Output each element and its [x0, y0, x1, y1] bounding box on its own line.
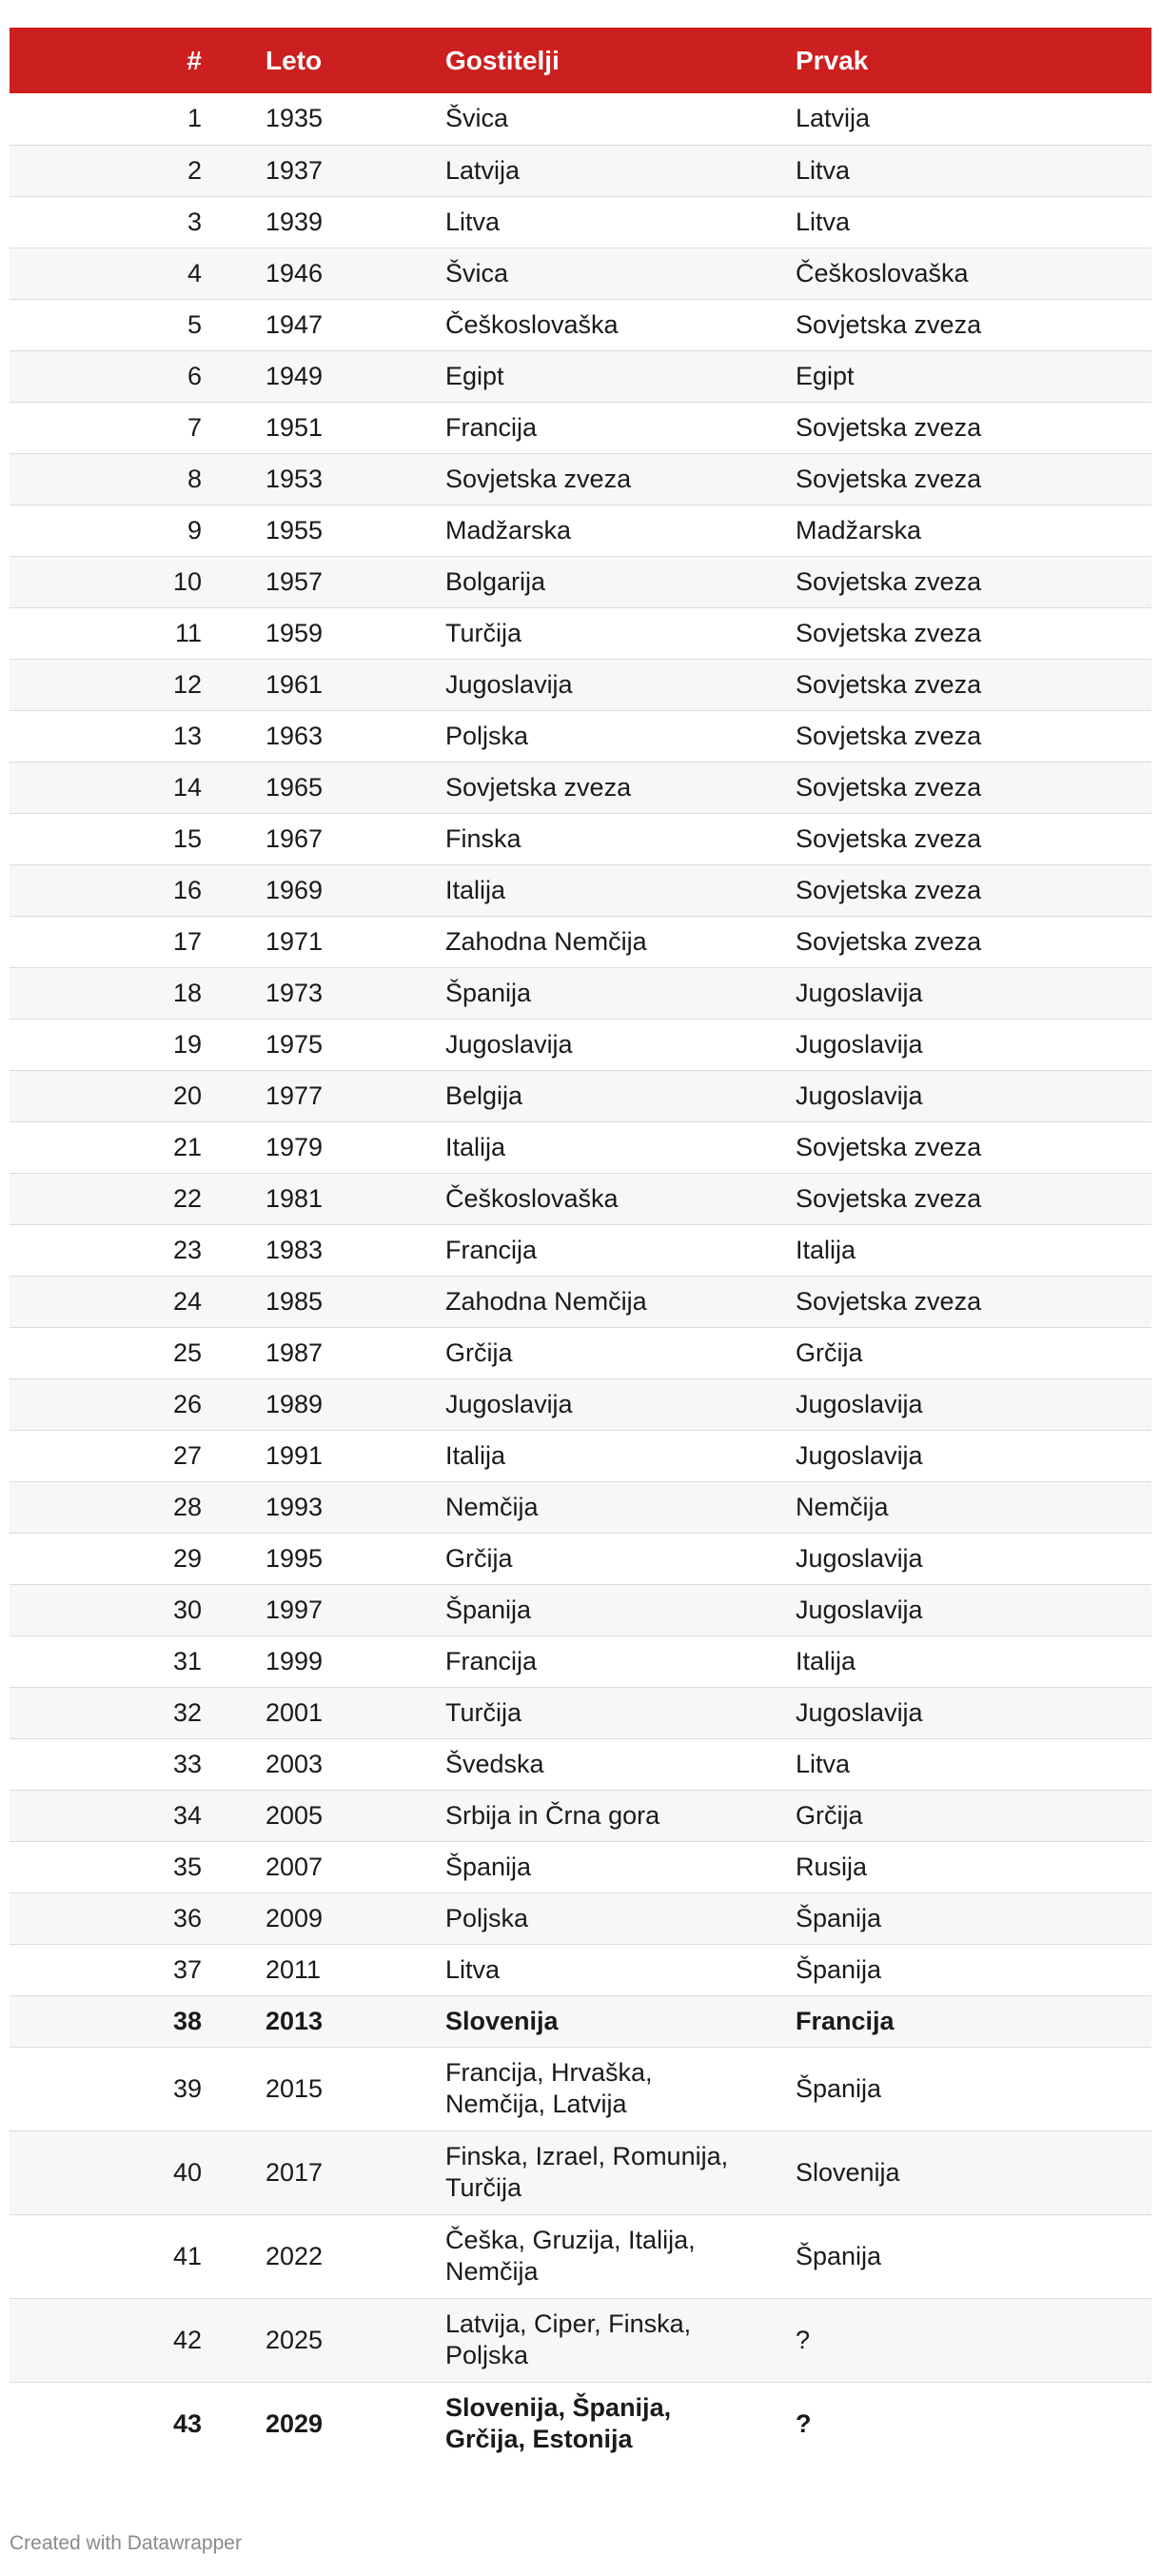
row-host	[445, 1584, 796, 1635]
row-year: 1991	[266, 1440, 324, 1470]
row-champion: Sovjetska zveza	[796, 926, 982, 956]
row-host-text: Nemčija	[445, 1492, 539, 1521]
row-host	[445, 505, 796, 556]
row-host	[445, 1276, 796, 1327]
table-row	[10, 659, 1151, 710]
row-number: 24	[172, 1286, 202, 1316]
row-number: 30	[172, 1595, 202, 1624]
row-champion: Jugoslavija	[796, 1440, 923, 1470]
row-host-text: Sovjetska zveza	[445, 464, 632, 493]
row-champion: Sovjetska zveza	[796, 566, 982, 596]
table-row	[10, 1430, 1151, 1481]
row-year: 2005	[266, 1800, 324, 1830]
row-champion: Češkoslovaška	[796, 258, 969, 287]
table-row	[10, 1533, 1151, 1584]
row-host-text: Bolgarija	[445, 566, 546, 596]
row-host	[445, 1995, 796, 2047]
row-year: 1983	[266, 1235, 324, 1264]
row-host	[445, 2382, 796, 2466]
row-number: 33	[172, 1749, 202, 1778]
row-host	[445, 1738, 796, 1790]
row-host-text: Švica	[445, 104, 509, 133]
row-host-text: Poljska	[445, 721, 529, 750]
row-year: 1987	[266, 1338, 324, 1367]
row-host	[445, 1327, 796, 1378]
row-host-text: Poljska	[445, 1903, 529, 1932]
row-number: 7	[187, 412, 202, 442]
row-host	[445, 299, 796, 350]
row-number: 40	[172, 2157, 202, 2187]
row-host-text: Italija	[445, 1440, 506, 1470]
row-host-text: Turčija	[445, 1697, 522, 1727]
row-host	[445, 248, 796, 299]
row-number: 25	[172, 1338, 202, 1367]
row-year: 1957	[266, 566, 324, 596]
row-host-text: Belgija	[445, 1080, 523, 1110]
row-year: 2015	[266, 2073, 324, 2103]
row-host-text: Španija	[445, 1595, 532, 1624]
row-year: 1973	[266, 978, 324, 1007]
row-host-text: Švedska	[445, 1749, 544, 1778]
table-row	[10, 1224, 1151, 1276]
row-champion: Litva	[796, 207, 851, 236]
row-champion: Madžarska	[796, 515, 922, 545]
row-host-text: Grčija	[445, 1338, 513, 1367]
table-row	[10, 967, 1151, 1019]
row-host	[445, 556, 796, 607]
row-number: 26	[172, 1389, 202, 1418]
row-year: 1937	[266, 155, 324, 185]
row-number: 17	[172, 926, 202, 956]
table-row	[10, 402, 1151, 453]
row-number: 23	[172, 1235, 202, 1264]
table-row	[10, 1070, 1151, 1121]
row-champion: Sovjetska zveza	[796, 1132, 982, 1161]
row-champion: Sovjetska zveza	[796, 412, 982, 442]
row-champion: Jugoslavija	[796, 1697, 923, 1727]
row-host-text: Francija	[445, 1235, 538, 1264]
header-year[interactable]: Leto	[266, 45, 323, 75]
table-body	[10, 93, 1151, 2466]
row-host-text: Francija	[445, 1646, 538, 1675]
row-champion: Sovjetska zveza	[796, 1286, 982, 1316]
table-header-row	[10, 28, 1151, 93]
row-year: 2009	[266, 1903, 324, 1932]
row-champion: Sovjetska zveza	[796, 772, 982, 802]
row-host	[445, 2047, 796, 2130]
row-host-text: Švica	[445, 258, 509, 287]
row-champion: Španija	[796, 2073, 882, 2103]
row-number: 34	[172, 1800, 202, 1830]
row-number: 11	[174, 618, 202, 647]
row-year: 1967	[266, 823, 324, 853]
row-host	[445, 1224, 796, 1276]
table-row	[10, 1327, 1151, 1378]
row-number: 18	[172, 978, 202, 1007]
row-year: 1975	[266, 1029, 324, 1059]
row-number: 21	[172, 1132, 202, 1161]
row-champion: Italija	[796, 1235, 856, 1264]
row-champion: ?	[796, 2325, 811, 2354]
row-number: 38	[172, 2006, 202, 2035]
row-host-text: Češka, Gruzija, Italija, Nemčija	[445, 2226, 696, 2286]
row-number: 14	[172, 772, 202, 802]
row-host	[445, 93, 796, 145]
table-row	[10, 1790, 1151, 1841]
row-champion: Jugoslavija	[796, 1080, 923, 1110]
table-row	[10, 1276, 1151, 1327]
row-number: 1	[187, 104, 202, 133]
row-champion: ?	[796, 2408, 812, 2438]
row-host-text: Italija	[445, 1132, 506, 1161]
table-row	[10, 1481, 1151, 1533]
row-year: 1947	[266, 309, 324, 339]
table-row	[10, 196, 1151, 248]
table-row	[10, 299, 1151, 350]
row-number: 37	[172, 1954, 202, 1984]
row-champion: Španija	[796, 1903, 882, 1932]
row-champion: Grčija	[796, 1800, 863, 1830]
row-champion: Jugoslavija	[796, 1029, 923, 1059]
row-number: 32	[172, 1697, 202, 1727]
row-number: 15	[172, 823, 202, 853]
table-row	[10, 1584, 1151, 1635]
row-host	[445, 1121, 796, 1173]
table-row	[10, 350, 1151, 402]
row-host-text: Turčija	[445, 618, 522, 647]
table-row	[10, 2047, 1151, 2130]
row-year: 1965	[266, 772, 324, 802]
row-number: 43	[172, 2408, 202, 2438]
row-host-text: Češkoslovaška	[445, 1183, 619, 1213]
row-champion: Sovjetska zveza	[796, 618, 982, 647]
row-host	[445, 402, 796, 453]
row-champion: Rusija	[796, 1852, 868, 1881]
row-host	[445, 1635, 796, 1687]
row-host	[445, 1378, 796, 1430]
table-row	[10, 710, 1151, 762]
row-year: 1951	[266, 412, 324, 442]
row-host	[445, 916, 796, 967]
row-host	[445, 1687, 796, 1738]
row-year: 1939	[266, 207, 324, 236]
row-host	[445, 453, 796, 505]
row-number: 2	[187, 155, 202, 185]
row-champion: Grčija	[796, 1338, 863, 1367]
row-host-text: Srbija in Črna gora	[445, 1800, 660, 1830]
row-host-text: Slovenija	[445, 2006, 559, 2035]
row-number: 20	[172, 1080, 202, 1110]
row-champion: Italija	[796, 1646, 856, 1675]
row-number: 28	[172, 1492, 202, 1521]
row-host-text: Latvija	[445, 155, 521, 185]
row-number: 8	[187, 464, 202, 493]
row-host	[445, 2214, 796, 2298]
row-host-text: Jugoslavija	[445, 1029, 573, 1059]
row-champion: Jugoslavija	[796, 1543, 923, 1573]
row-host-text: Jugoslavija	[445, 1389, 573, 1418]
row-year: 1999	[266, 1646, 324, 1675]
row-champion: Sovjetska zveza	[796, 309, 982, 339]
row-host	[445, 1173, 796, 1224]
row-year: 1955	[266, 515, 324, 545]
row-year: 1977	[266, 1080, 324, 1110]
table-row	[10, 2298, 1151, 2382]
row-year: 2007	[266, 1852, 324, 1881]
table-row	[10, 505, 1151, 556]
table-row	[10, 453, 1151, 505]
row-year: 1993	[266, 1492, 324, 1521]
row-champion: Sovjetska zveza	[796, 875, 982, 904]
table-row	[10, 1121, 1151, 1173]
row-host	[445, 1533, 796, 1584]
row-year: 2022	[266, 2241, 324, 2270]
table-row	[10, 1995, 1151, 2047]
row-host	[445, 1430, 796, 1481]
row-number: 13	[172, 721, 202, 750]
results-table-container	[10, 28, 1151, 2466]
row-year: 1981	[266, 1183, 324, 1213]
row-champion: Latvija	[796, 104, 871, 133]
row-host	[445, 967, 796, 1019]
row-host-text: Zahodna Nemčija	[445, 926, 647, 956]
row-year: 1935	[266, 104, 324, 133]
row-host	[445, 659, 796, 710]
row-champion: Nemčija	[796, 1492, 889, 1521]
row-host-text: Češkoslovaška	[445, 309, 619, 339]
row-number: 39	[172, 2073, 202, 2103]
row-host	[445, 1481, 796, 1533]
row-number: 41	[172, 2241, 202, 2270]
table-row	[10, 1687, 1151, 1738]
row-host-text: Finska	[445, 823, 521, 853]
row-number: 10	[172, 566, 202, 596]
row-year: 1953	[266, 464, 324, 493]
row-year: 1961	[266, 669, 324, 699]
row-host	[445, 145, 796, 196]
row-host	[445, 2298, 796, 2382]
row-number: 31	[172, 1646, 202, 1675]
row-champion: Francija	[796, 2006, 895, 2035]
row-year: 2013	[266, 2006, 324, 2035]
header-champion[interactable]: Prvak	[796, 45, 869, 75]
row-champion: Egipt	[796, 361, 855, 390]
row-host-text: Egipt	[445, 361, 504, 390]
table-row	[10, 1944, 1151, 1995]
table-row	[10, 1841, 1151, 1892]
header-number[interactable]: #	[187, 45, 202, 75]
table-row	[10, 813, 1151, 864]
row-host-text: Litva	[445, 1954, 501, 1984]
row-year: 1997	[266, 1595, 324, 1624]
row-host-text: Sovjetska zveza	[445, 772, 632, 802]
table-row	[10, 93, 1151, 145]
row-champion: Sovjetska zveza	[796, 823, 982, 853]
table-row	[10, 916, 1151, 967]
row-host-text: Španija	[445, 978, 532, 1007]
row-number: 22	[172, 1183, 202, 1213]
row-champion: Litva	[796, 1749, 851, 1778]
row-year: 1989	[266, 1389, 324, 1418]
row-year: 1979	[266, 1132, 324, 1161]
row-year: 2011	[266, 1954, 322, 1984]
table-row	[10, 864, 1151, 916]
row-number: 29	[172, 1543, 202, 1573]
table-row	[10, 1019, 1151, 1070]
row-host	[445, 1070, 796, 1121]
row-host	[445, 1790, 796, 1841]
table-row	[10, 1378, 1151, 1430]
row-host-text: Francija, Hrvaška, Nemčija, Latvija	[445, 2058, 653, 2118]
row-champion: Slovenija	[796, 2157, 900, 2187]
row-champion: Sovjetska zveza	[796, 464, 982, 493]
row-number: 4	[187, 258, 202, 287]
row-year: 1971	[266, 926, 324, 956]
row-champion: Jugoslavija	[796, 1389, 923, 1418]
row-host	[445, 762, 796, 813]
row-year: 1995	[266, 1543, 324, 1573]
row-host	[445, 864, 796, 916]
row-number: 42	[172, 2325, 202, 2354]
table-row	[10, 248, 1151, 299]
row-number: 35	[172, 1852, 202, 1881]
row-host	[445, 1944, 796, 1995]
row-champion: Jugoslavija	[796, 978, 923, 1007]
row-host-text: Španija	[445, 1852, 532, 1881]
row-host	[445, 1892, 796, 1944]
table-row	[10, 2130, 1151, 2214]
table-row	[10, 1738, 1151, 1790]
table-row	[10, 1173, 1151, 1224]
table-row	[10, 762, 1151, 813]
row-host-text: Francija	[445, 412, 538, 442]
row-host-text: Litva	[445, 207, 501, 236]
row-champion: Jugoslavija	[796, 1595, 923, 1624]
row-year: 1946	[266, 258, 324, 287]
row-year: 2003	[266, 1749, 324, 1778]
row-number: 5	[187, 309, 202, 339]
row-host-text: Jugoslavija	[445, 669, 573, 699]
table-row	[10, 145, 1151, 196]
row-host-text: Slovenija, Španija, Grčija, Estonija	[445, 2393, 672, 2454]
row-year: 1949	[266, 361, 324, 390]
row-host-text: Italija	[445, 875, 506, 904]
row-champion: Sovjetska zveza	[796, 1183, 982, 1213]
row-number: 6	[187, 361, 202, 390]
row-host	[445, 2130, 796, 2214]
datawrapper-credit: Created with Datawrapper	[10, 2532, 242, 2554]
row-host	[445, 813, 796, 864]
table-row	[10, 556, 1151, 607]
row-host-text: Finska, Izrael, Romunija, Turčija	[445, 2142, 729, 2202]
row-champion: Sovjetska zveza	[796, 669, 982, 699]
row-champion: Španija	[796, 1954, 882, 1984]
row-number: 3	[187, 207, 202, 236]
row-number: 9	[187, 515, 202, 545]
row-host	[445, 710, 796, 762]
row-year: 2029	[266, 2408, 324, 2438]
row-number: 16	[172, 875, 202, 904]
row-year: 1959	[266, 618, 324, 647]
row-year: 2001	[266, 1697, 324, 1727]
table-row	[10, 607, 1151, 659]
row-champion: Sovjetska zveza	[796, 721, 982, 750]
results-table	[10, 28, 1151, 2466]
row-host-text: Zahodna Nemčija	[445, 1286, 647, 1316]
row-year: 2025	[266, 2325, 324, 2354]
table-row	[10, 1892, 1151, 1944]
row-year: 2017	[266, 2157, 324, 2187]
row-host	[445, 1019, 796, 1070]
row-number: 19	[172, 1029, 202, 1059]
row-host-text: Madžarska	[445, 515, 572, 545]
row-host-text: Grčija	[445, 1543, 513, 1573]
row-host	[445, 607, 796, 659]
table-row	[10, 2214, 1151, 2298]
header-host[interactable]: Gostitelji	[445, 45, 560, 75]
row-host	[445, 350, 796, 402]
row-number: 12	[172, 669, 202, 699]
row-champion: Litva	[796, 155, 851, 185]
row-number: 36	[172, 1903, 202, 1932]
row-host	[445, 1841, 796, 1892]
row-number: 27	[172, 1440, 202, 1470]
table-row	[10, 1635, 1151, 1687]
row-year: 1969	[266, 875, 324, 904]
row-host	[445, 196, 796, 248]
row-champion: Španija	[796, 2241, 882, 2270]
row-year: 1985	[266, 1286, 324, 1316]
table-row	[10, 2382, 1151, 2466]
row-year: 1963	[266, 721, 324, 750]
row-host-text: Latvija, Ciper, Finska, Poljska	[445, 2309, 692, 2369]
